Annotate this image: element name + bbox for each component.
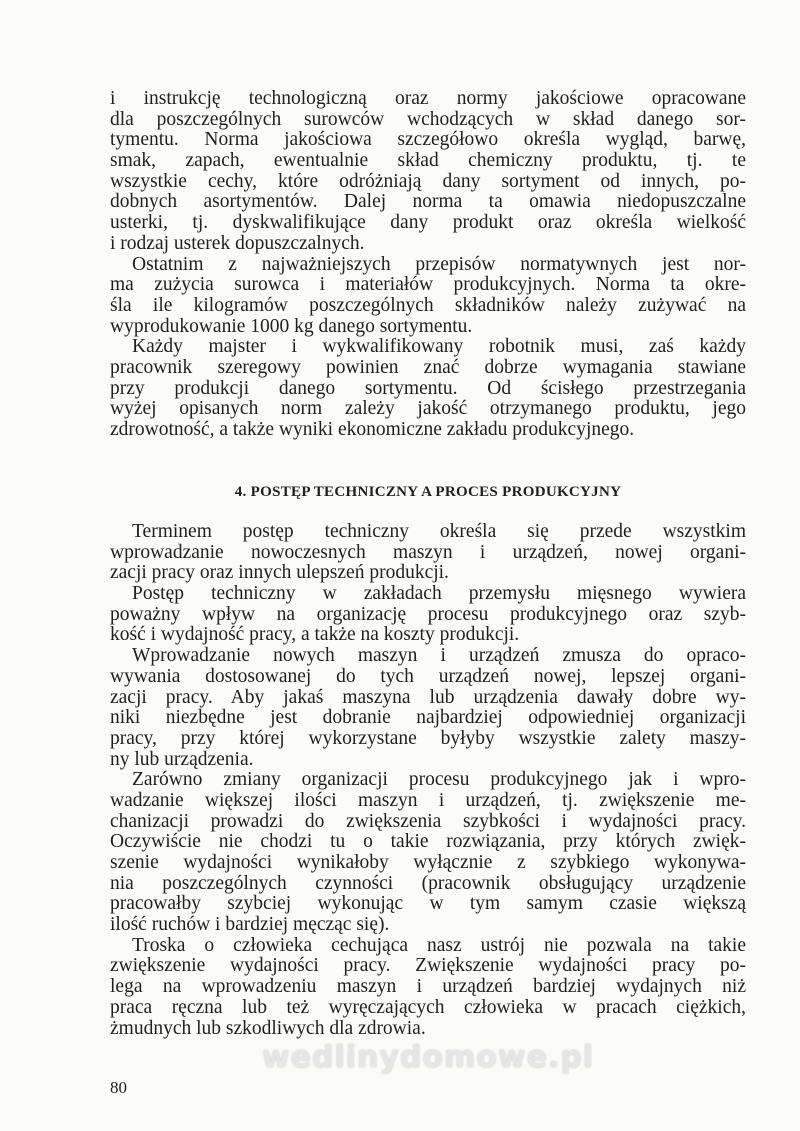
text-line: Troska o człowieka cechująca nasz ustrój nie pozwala na takie [132, 934, 746, 956]
watermark-logo: wedlinydomowe.pl [261, 1040, 595, 1075]
paragraph [110, 89, 746, 255]
text-line: chanizacji prowadzi do zwiększenia szybkości i wydajności pracy. [110, 810, 746, 832]
text-line: żmudnych lub szkodliwych dla zdrowia. [110, 1017, 426, 1039]
text-line: zacji pracy oraz innych ulepszeń produkcji. [110, 562, 449, 584]
page-number: 80 [110, 1078, 127, 1097]
text-line: usterki, tj. dyskwalifikujące dany produkt oraz określa wielkość [110, 212, 746, 234]
text-section-2 [110, 522, 746, 1039]
text-line: wyżej opisanych norm zależy jakość otrzymanego produktu, jego [110, 398, 746, 420]
text-line: poważny wpływ na organizację procesu produkcyjnego oraz szyb- [110, 603, 746, 625]
section-heading: 4. POSTĘP TECHNICZNY A PROCES PRODUKCYJNY [234, 484, 622, 500]
text-line: zacji pracy. Aby jakaś maszyna lub urządzenia dawały dobre wy- [110, 686, 746, 708]
text-line: smak, zapach, ewentualnie skład chemiczny produktu, tj. te [110, 150, 746, 172]
text-line: lega na wprowadzeniu maszyn i urządzeń bardziej wydajnych niż [110, 976, 746, 998]
text-line: Postęp techniczny w zakładach przemysłu mięsnego wywiera [132, 583, 746, 605]
paragraph [110, 584, 746, 646]
text-line: Każdy majster i wykwalifikowany robotnik musi, zaś każdy [132, 336, 746, 358]
text-line: ny lub urządzenia. [110, 748, 254, 770]
paragraph [110, 337, 746, 440]
text-line: i rodzaj usterek dopuszczalnych. [110, 232, 365, 254]
text-line: śla ile kilogramów poszczególnych składników należy zużywać na [110, 294, 746, 316]
text-line: niki niezbędne jest dobranie najbardziej odpowiedniej organizacji [110, 707, 746, 729]
text-line: wszystkie cechy, które odróżniają dany sortyment od innych, po- [110, 170, 746, 192]
text-line: tymentu. Norma jakościowa szczegółowo określa wygląd, barwę, [110, 129, 746, 151]
paragraph [110, 522, 746, 584]
paragraph [110, 255, 746, 338]
text-line: i instrukcję technologiczną oraz normy jakościowe opracowane [110, 88, 746, 109]
text-line: Zarówno zmiany organizacji procesu produkcyjnego jak i wpro- [132, 769, 746, 791]
text-line: ma zużycia surowca i materiałów produkcyjnych. Norma ta okre- [110, 274, 746, 296]
text-line: dla poszczególnych surowców wchodzących w skład danego sor- [110, 108, 746, 130]
text-line: Ostatnim z najważniejszych przepisów normatywnych jest nor- [132, 253, 746, 275]
text-line: szenie wydajności wynikałoby wyłącznie z szybkiego wykonywa- [110, 852, 746, 873]
text-line: nia poszczególnych czynności (pracownik obsługujący urządzenie [110, 872, 746, 894]
paragraph [110, 936, 746, 1039]
text-line: wadzanie większej ilości maszyn i urządzeń, tj. zwiększenie me- [110, 789, 746, 811]
text-line: pracowałby szybciej wykonując w tym samym czasie większą [110, 893, 746, 915]
text-line: praca ręczna lub też wyręczających człowieka w pracach ciężkich, [110, 996, 746, 1018]
text-line: wywania dostosowanej do tych urządzeń nowej, lepszej organi- [110, 665, 746, 687]
text-section-1 [110, 89, 746, 441]
text-line: zdrowotność, a także wyniki ekonomiczne zakładu produkcyjnego. [110, 419, 635, 440]
text-line: dobnych asortymentów. Dalej norma ta omawia niedopuszczalne [110, 191, 746, 213]
text-line: pracy, przy której wykorzystane byłyby wszystkie zalety maszy- [110, 727, 746, 749]
text-line: pracownik szeregowy powinien znać dobrze wymagania stawiane [110, 356, 746, 378]
text-line: Wprowadzanie nowych maszyn i urządzeń zmusza do opraco- [132, 645, 746, 667]
paragraph [110, 770, 746, 936]
text-line: wyprodukowanie 1000 kg danego sortymentu. [110, 315, 473, 337]
text-line: zwiększenie wydajności pracy. Zwiększenie wydajności pracy po- [110, 955, 746, 977]
text-line: Terminem postęp techniczny określa się przede wszystkim [132, 521, 746, 542]
text-line: Oczywiście nie chodzi tu o takie rozwiązania, przy których zwięk- [110, 831, 746, 853]
text-line: ilość ruchów i bardziej męcząc się). [110, 914, 390, 936]
text-line: wprowadzanie nowoczesnych maszyn i urządzeń, nowej organi- [110, 541, 746, 563]
text-line: kość i wydajność pracy, a także na koszty produkcji. [110, 624, 520, 646]
paragraph [110, 646, 746, 770]
text-line: przy produkcji danego sortymentu. Od ścisłego przestrzegania [110, 377, 746, 399]
